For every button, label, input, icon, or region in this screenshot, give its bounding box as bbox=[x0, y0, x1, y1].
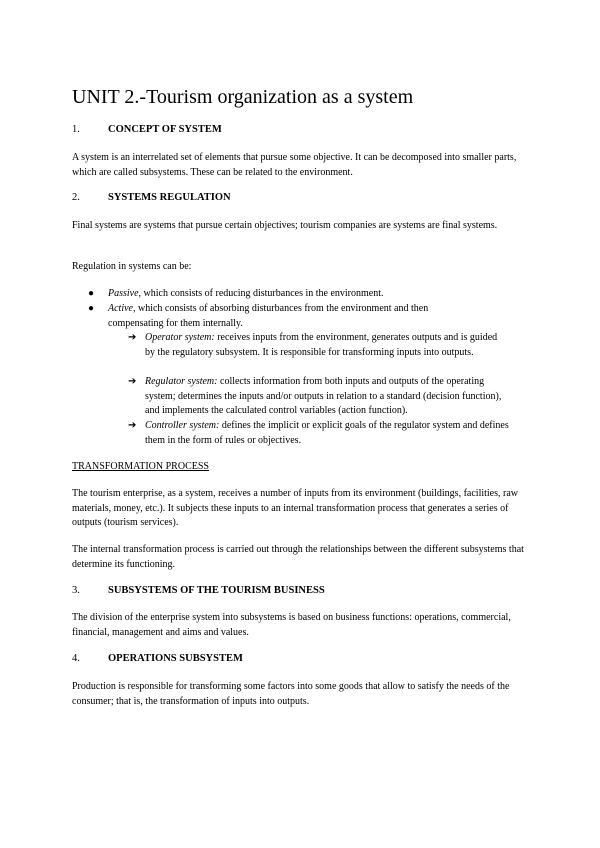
paragraph: The tourism enterprise, as a system, receives a number of inputs from its environment (buildings, facilities, raw materials, money, etc.). It subjects these inputs to an internal transformation process that generates a series of outputs (tourism services). bbox=[72, 488, 518, 528]
section-heading-subsystems bbox=[72, 585, 325, 596]
term: Regulator system: bbox=[145, 376, 218, 387]
term: Passive bbox=[108, 288, 139, 299]
list-item-text: defines the implicit or explicit goals of the regulator system and defines them in the form of rules or objectives. bbox=[145, 420, 509, 446]
paragraph: The internal transformation process is carried out through the relationships between the different subsystems that determine its functioning. bbox=[72, 544, 524, 570]
paragraph: A system is an interrelated set of elements that pursue some objective. It can be decomposed into smaller parts, which are called subsystems. These can be related to the environment. bbox=[72, 152, 517, 178]
arrow-icon: ➔ bbox=[128, 332, 137, 343]
term: Controller system: bbox=[145, 420, 220, 431]
section-title: CONCEPT OF SYSTEM bbox=[108, 124, 222, 135]
paragraph: Production is responsible for transforming some factors into some goods that allow to satisfy the needs of the consumer; that is, the transformation of inputs into outputs. bbox=[72, 681, 510, 707]
paragraph: Final systems are systems that pursue certain objectives; tourism companies are systems are final systems. bbox=[72, 220, 498, 231]
section-title: SYSTEMS REGULATION bbox=[108, 192, 231, 203]
subheading-transformation: TRANSFORMATION PROCESS bbox=[72, 461, 209, 472]
section-title: OPERATIONS SUBSYSTEM bbox=[108, 653, 243, 664]
section-number: 2. bbox=[72, 192, 80, 203]
arrow-icon: ➔ bbox=[128, 376, 137, 387]
section-heading-concept bbox=[72, 124, 222, 135]
paragraph: The division of the enterprise system into subsystems is based on business functions: operations, commercial, financial, management and aims and values. bbox=[72, 612, 511, 638]
arrow-icon: ➔ bbox=[128, 420, 137, 431]
list-item-text: receives inputs from the environment, generates outputs and is guided by the regulatory subsystem. It is responsible for transforming inputs into outputs. bbox=[145, 332, 498, 358]
section-number: 4. bbox=[72, 653, 80, 664]
section-number: 3. bbox=[72, 585, 80, 596]
section-number: 1. bbox=[72, 124, 80, 135]
list-item-passive bbox=[88, 287, 528, 302]
sublist-item-controller bbox=[128, 419, 514, 448]
list-item-active bbox=[88, 302, 478, 331]
term: Active bbox=[108, 303, 133, 314]
list-item-text: , which consists of reducing disturbances in the environment. bbox=[138, 288, 384, 299]
section-heading-operations bbox=[72, 653, 243, 664]
list-item-text: collects information from both inputs and outputs of the operating system; determines the inputs and/or outputs in relation to a standard (decision function), and implements the calculated control variables (action function). bbox=[145, 376, 502, 416]
section-heading-regulation bbox=[72, 192, 231, 203]
section-title: SUBSYSTEMS OF THE TOURISM BUSINESS bbox=[108, 585, 325, 596]
list-item-text: , which consists of absorbing disturbances from the environment and then compensating for them internally. bbox=[108, 303, 429, 329]
bullet-icon: ● bbox=[88, 288, 95, 299]
sublist-item-operator bbox=[128, 331, 506, 360]
term: Operator system: bbox=[145, 332, 215, 343]
paragraph: Regulation in systems can be: bbox=[72, 261, 192, 272]
bullet-icon: ● bbox=[88, 303, 95, 314]
page-title: UNIT 2.-Tourism organization as a system bbox=[72, 86, 414, 108]
sublist-item-regulator bbox=[128, 375, 514, 419]
